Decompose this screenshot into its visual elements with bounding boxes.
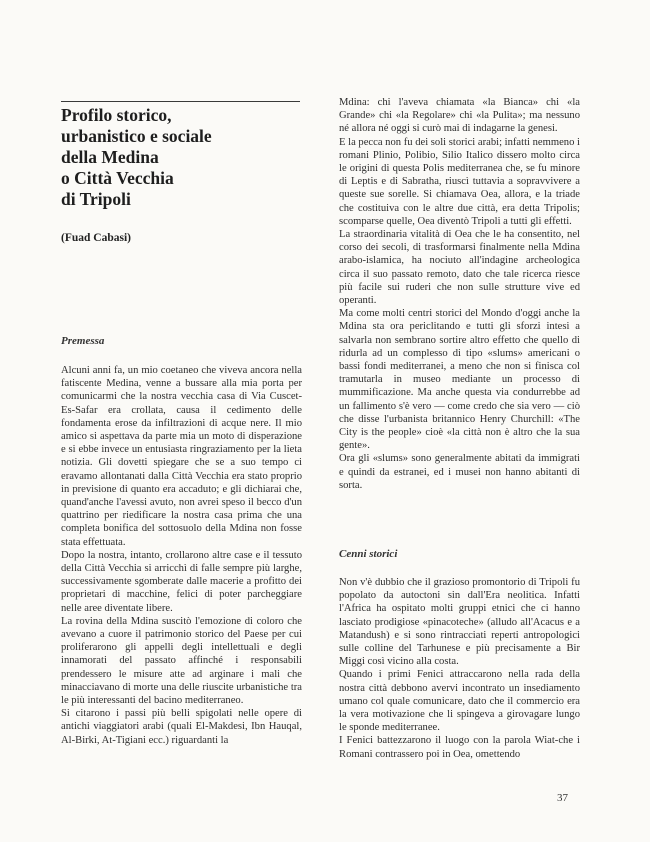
section-heading-cenni-storici: Cenni storici <box>339 548 398 560</box>
paragraph: I Fenici battezzarono il luogo con la parola Wiat-che i Romani contrassero poi in Oea, omettendo <box>339 735 580 760</box>
paragraph: La rovina della Mdina suscitò l'emozione di coloro che avevano a cuore il patrimonio storico del Paese per cui proliferarono gli appelli degli intellettuali e degli innamorati del passato affinché i responsabili prendessero le misure atte ad arginare i mali che minacciavano di morte una delle riuscite urbanistiche tra le più interessanti del bacino mediterraneo. <box>61 615 302 707</box>
right-column-body-bottom <box>339 576 580 761</box>
paragraph: Alcuni anni fa, un mio coetaneo che viveva ancora nella fatiscente Medina, venne a bussare alla mia porta per comunicarmi che la nostra vecchia casa di Via Cuscet-Es-Safar era crollata, causa il cedimento delle fondamenta erose da infiltrazioni di acque nere. Il mio amico si aspettava da parte mia un moto di disperazione e si ebbe invece un entusiasta ringraziamento per la lieta notizia. Gli dovetti spiegare che se a suo tempo ci eravamo allontanati dalla Città Vecchia era stato proprio in previsione di quanto era accaduto; e gli dichiarai che, quand'anche l'avessi avuto, non avrei speso il becco d'un quattrino per riedificare la nostra casa prima che una completa bonifica del sottosuolo della Mdina non fosse stata effettuata. <box>61 365 302 548</box>
paragraph: Mdina: chi l'aveva chiamata «la Bianca» chi «la Grande» chi «la Regolare» chi «la Pulita»; ma nessuno né allora né oggi si curò mai di indagarne la genesi. <box>339 97 580 135</box>
article-title <box>61 105 311 210</box>
paragraph: Ma come molti centri storici del Mondo d'oggi anche la Mdina sta ora periclitando e tutti gli sforzi intesi a salvarla non sembrano sortire altro effetto che quello di ridurla ad un complesso di tipo «slums» americani o bassi fondi mediterranei, a meno che non si finisca col tramutarla in museo mediante un processo di mummificazione. Ma anche questa via condurrebbe ad un fallimento s'è vero — come credo che sia vero — ciò che disse l'urbanista britannico Henry Churchill: «The City is the people» cioè «la città non è altro che la sua gente». <box>339 308 580 452</box>
paragraph: Si citarono i passi più belli spigolati nelle opere di antichi viaggiatori arabi (quali El-Makdesi, Ibn Hauqal, Al-Birki, At-Tigiani ecc.) riguardanti la <box>61 708 302 746</box>
title-line: urbanistico e sociale <box>61 126 212 146</box>
right-column-body-top <box>339 96 580 492</box>
paragraph: Non v'è dubbio che il grazioso promontorio di Tripoli fu popolato da autoctoni sin dall'Era neolitica. Infatti l'Africa ha ospitato molti gruppi etnici che ci hanno lasciato prodigiose «pinacoteche» (alludo all'Acacus e a Matandush) e si sono rintracciati reperti antropologici sulle colline del Tarhunese e più precisamente a Bir Miggi così vicino alla costa. <box>339 577 580 668</box>
paragraph: Quando i primi Fenici attraccarono nella rada della nostra città debbono avervi incontrato un insediamento umano col quale comunicare, dato che il commercio era la vera motivazione che li spingeva a girovagare lungo le sponde mediterranee. <box>339 669 580 734</box>
title-line: Profilo storico, <box>61 105 172 125</box>
paragraph: E la pecca non fu dei soli storici arabi; infatti nemmeno i romani Plinio, Polibio, Silio Italico dissero molto circa le origini di questa Polis mediterranea che, se fu minore di Leptis e di Sabratha, riuscì tuttavia a sopravvivere a queste sue sorelle. Si chiamava Oea, allora, e la triade che costituiva con le altre due città, era detta Tripolis; scomparse quelle, Oea diventò Tripoli a tutti gli effetti. <box>339 136 580 227</box>
page-number: 37 <box>557 792 568 804</box>
author-byline: (Fuad Cabasi) <box>61 232 131 244</box>
title-line: della Medina <box>61 147 159 167</box>
paragraph: Ora gli «slums» sono generalmente abitati da immigrati e quindi da estranei, ed i musei non hanno abitanti di sorta. <box>339 453 580 491</box>
paragraph: La straordinaria vitalità di Oea che le ha consentito, nel corso dei secoli, di trasformarsi finalmente nella Mdina arabo-islamica, ha nociuto all'indagine archeologica circa il suo passato remoto, dato che tale ricerca riesce più facile sui ruderi che non sulle strutture vive ed operanti. <box>339 229 580 307</box>
title-line: o Città Vecchia <box>61 168 174 188</box>
left-column-body <box>61 364 302 747</box>
paragraph: Dopo la nostra, intanto, crollarono altre case e il tessuto della Città Vecchia si arricchì di falle sempre più larghe, successivamente sgomberate dalle macerie a profitto dei proprietari di macchine, felici di poter parcheggiare nelle aree diventate libere. <box>61 549 302 614</box>
title-line: di Tripoli <box>61 189 131 209</box>
section-heading-premessa: Premessa <box>61 335 105 347</box>
title-rule <box>61 101 300 102</box>
